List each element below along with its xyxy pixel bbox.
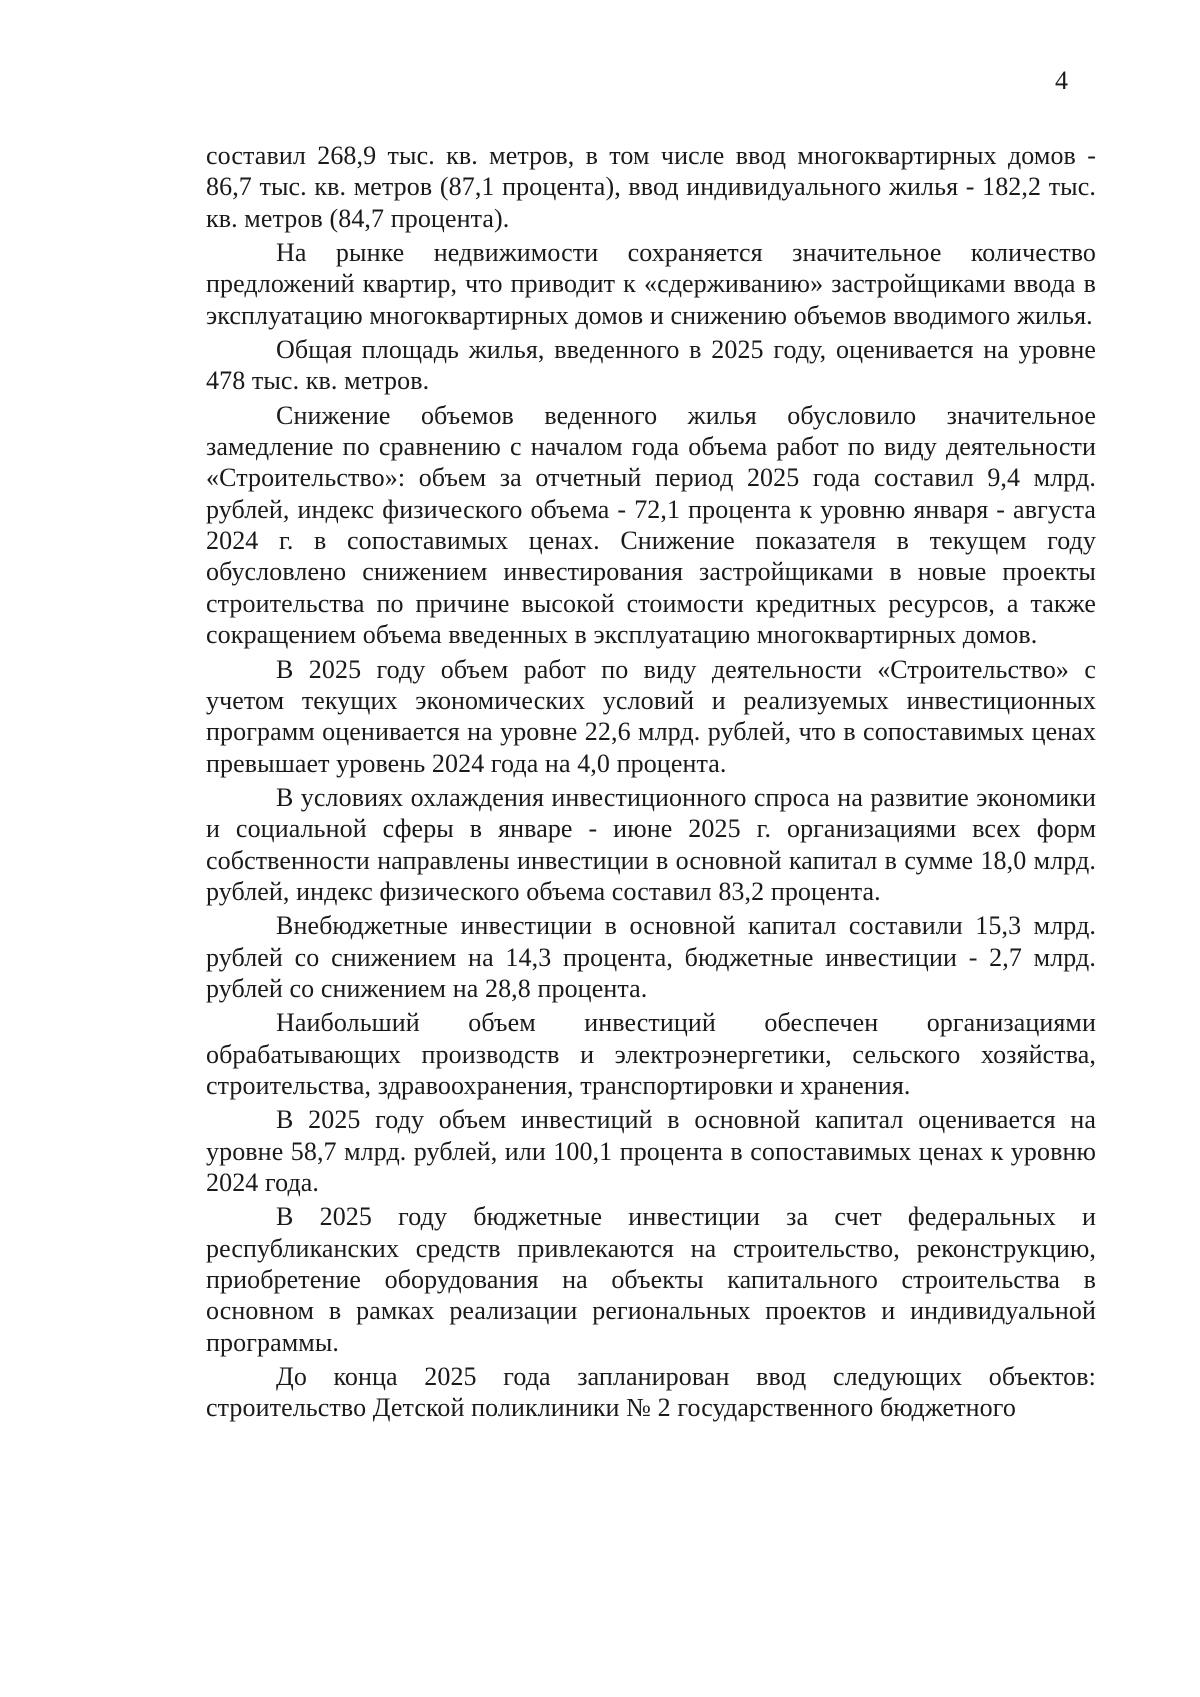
- paragraph: Снижение объемов веденного жилья обусловило значительное замедление по сравнению с началом года объема работ по виду деятельности «Строительство»: объем за отчетный период 2025 года составил 9,4 млрд. рублей, индекс физического объема - 72,1 процента к уровню января - августа 2024 г. в сопоставимых ценах. Снижение показателя в текущем году обусловлено снижением инвестирования застройщиками в новые проекты строительства по причине высокой стоимости кредитных ресурсов, а также сокращением объема введенных в эксплуатацию многоквартирных домов.: [206, 400, 1096, 650]
- paragraph: В 2025 году объем работ по виду деятельности «Строительство» с учетом текущих экономических условий и реализуемых инвестиционных программ оценивается на уровне 22,6 млрд. рублей, что в сопоставимых ценах превышает уровень 2024 года на 4,0 процента.: [206, 654, 1096, 778]
- paragraph: составил 268,9 тыс. кв. метров, в том числе ввод многоквартирных домов - 86,7 тыс. кв. метров (87,1 процента), ввод индивидуального жилья - 182,2 тыс. кв. метров (84,7 процента).: [206, 141, 1096, 233]
- paragraph: В 2025 году бюджетные инвестиции за счет федеральных и республиканских средств привлекаются на строительство, реконструкцию, приобретение оборудования на объекты капитального строительства в основном в рамках реализации региональных проектов и индивидуальной программы.: [206, 1202, 1096, 1357]
- paragraph: До конца 2025 года запланирован ввод следующих объектов: строительство Детской поликлиники № 2 государственного бюджетного: [206, 1362, 1096, 1423]
- paragraph: Внебюджетные инвестиции в основной капитал составили 15,3 млрд. рублей со снижением на 14,3 процента, бюджетные инвестиции - 2,7 млрд. рублей со снижением на 28,8 процента.: [206, 911, 1096, 1003]
- paragraph: Наибольший объем инвестиций обеспечен организациями обрабатывающих производств и электроэнергетики, сельского хозяйства, строительства, здравоохранения, транспортировки и хранения.: [206, 1008, 1096, 1100]
- page-number: 4: [1055, 66, 1068, 95]
- document-body: [206, 140, 1096, 1427]
- paragraph: Общая площадь жилья, введенного в 2025 году, оценивается на уровне 478 тыс. кв. метров.: [206, 335, 1096, 396]
- paragraph: В 2025 году объем инвестиций в основной капитал оценивается на уровне 58,7 млрд. рублей, или 100,1 процента в сопоставимых ценах к уровню 2024 года.: [206, 1105, 1096, 1197]
- paragraph: В условиях охлаждения инвестиционного спроса на развитие экономики и социальной сферы в январе - июне 2025 г. организациями всех форм собственности направлены инвестиции в основной капитал в сумме 18,0 млрд. рублей, индекс физического объема составил 83,2 процента.: [206, 782, 1096, 906]
- paragraph: На рынке недвижимости сохраняется значительное количество предложений квартир, что приводит к «сдерживанию» застройщиками ввода в эксплуатацию многоквартирных домов и снижению объемов вводимого жилья.: [206, 238, 1096, 330]
